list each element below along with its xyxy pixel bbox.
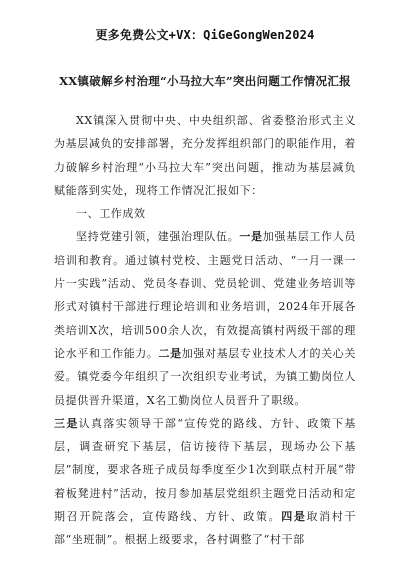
point1-text: 加强基层工作人员培训和教育。通过镇村党校、主题党日活动、“一月一课一片一实践”活动、党员冬春训、党员轮训、党建业务培训等形式对镇村干部进行理论培训和业务培训，2024年开展各类培训X次，培训500余人次，有效提高镇村两级干部的理论水平和工作能力。: [54, 230, 356, 360]
document-title: XX镇破解乡村治理“小马拉大车”突出问题工作情况汇报: [59, 74, 351, 88]
intro-paragraph: XX镇深入贯彻中央、中央组织部、省委整治形式主义为基层减负的安排部署，充分发挥组织部门的职能作用，着力破解乡村治理“小马拉大车”突出问题，推动为基层减负赋能落到实处，现将工作情况汇报如下：: [54, 114, 356, 197]
header-watermark: 更多免费公文+VX：QiGeGongWen2024: [95, 28, 315, 42]
point3-label: 三是: [54, 416, 79, 430]
point2-text: 加强对基层专业技术人才的关心关爱。镇党委今年组织了一次组织专业考试，为镇工勤岗位人员提供晋升渠道，X名工勤岗位人员晋升了职级。: [54, 346, 356, 407]
point4-label: 四是: [281, 510, 307, 524]
section1-lead: 坚持党建引领，建强治理队伍。: [76, 230, 240, 244]
point2-label: 二是: [158, 346, 182, 360]
point4-text: 取消村干部“坐班制”。根据上级要求，各村调整了“村干部: [54, 510, 357, 547]
section-heading-achievements: 一、工作成效: [76, 207, 146, 221]
point1-label: 一是: [239, 230, 263, 244]
point3-text: 认真落实领导干部“宣传党的路线、方针、政策下基层，调查研究下基层，信访接待下基层，现场办公下基层”制度，要求各班子成员每季度至少1次到联点村开展“带着板凳进村”活动，按月参加基层党组织主题党日活动和定期召开院落会，宣传路线、方针、政策。: [54, 416, 357, 524]
section1-body-paragraph: [54, 225, 356, 411]
point3-paragraph: [54, 412, 356, 552]
